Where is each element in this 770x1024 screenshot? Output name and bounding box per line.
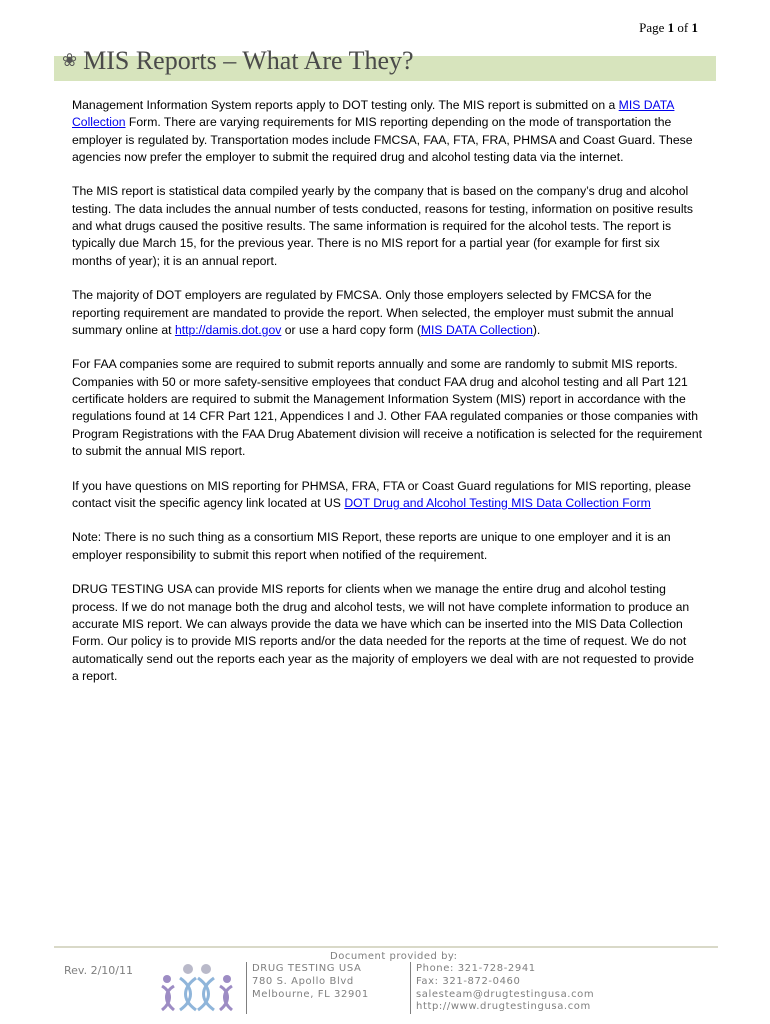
footer-separator bbox=[410, 962, 411, 1014]
company-name: DRUG TESTING USA bbox=[252, 963, 362, 974]
text-run: or use a hard copy form ( bbox=[281, 322, 421, 337]
mis-data-collection-link[interactable]: MIS DATA Collection bbox=[72, 98, 675, 130]
text-run: ). bbox=[532, 322, 541, 337]
paragraph-agency-questions bbox=[72, 478, 702, 513]
address-line-1: 780 S. Apollo Blvd bbox=[252, 975, 354, 987]
flourish-icon: ❀ bbox=[62, 50, 78, 70]
text-run: Management Information System reports apply to DOT testing only. The MIS report is submitted on a bbox=[72, 98, 619, 112]
paragraph-fmcsa bbox=[72, 287, 702, 339]
fax-number: Fax: 321-872-0460 bbox=[416, 975, 521, 987]
website-url[interactable]: http://www.drugtestingusa.com bbox=[416, 1001, 591, 1013]
page-title-text: MIS Reports – What Are They? bbox=[83, 46, 414, 75]
footer-caption: Document provided by: bbox=[330, 951, 458, 962]
page-total: 1 bbox=[691, 20, 698, 35]
footer-separator bbox=[246, 962, 247, 1014]
phone-number: Phone: 321-728-2941 bbox=[416, 963, 536, 974]
document-body bbox=[72, 97, 702, 702]
page-title bbox=[62, 46, 414, 76]
address-line-2: Melbourne, FL 32901 bbox=[252, 988, 369, 1000]
footer-contact-block bbox=[416, 963, 594, 1014]
page-number bbox=[639, 20, 698, 36]
text-run: If you have questions on MIS reporting for PHMSA, FRA, FTA or Coast Guard regulations for MIS reporting, please contact visit the specific agency link located at US bbox=[72, 478, 691, 510]
paragraph-note: Note: There is no such thing as a consortium MIS Report, these reports are unique to one employer and it is an employer responsibility to submit this report when notified of the requirement. bbox=[72, 530, 671, 562]
paragraph-statistical-data: The MIS report is statistical data compiled yearly by the company that is based on the company’s drug and alcohol testing. The data includes the annual number of tests conducted, reasons for testing, information on positive results and what drugs caused the positive results. The same information is required for the alcohol tests. The report is typically due March 15, for the previous year. There is no MIS report for a partial year (for example for first six months of year); it is an annual report. bbox=[72, 184, 694, 268]
text-run: The majority of DOT employers are regulated by FMCSA. Only those employers selected by FMCSA for the reporting requirement are mandated to provide the report. When selected, the employer must submit the annual summary online at bbox=[72, 288, 674, 337]
paragraph-mis-intro bbox=[72, 97, 702, 166]
footer-company-block bbox=[252, 963, 369, 1001]
page-label: Page bbox=[639, 20, 665, 35]
dot-mis-form-link[interactable]: DOT Drug and Alcohol Testing MIS Data Collection Form bbox=[344, 495, 651, 510]
text-run: Form. There are varying requirements for MIS reporting depending on the mode of transportation the employer is regulated by. Transportation modes include FMCSA, FAA, FTA, FRA, PHMSA and Coast Guard. These agencies now prefer the employer to submit the required drug and alcohol testing data via the internet. bbox=[72, 115, 693, 164]
paragraph-drug-testing-usa: DRUG TESTING USA can provide MIS reports for clients when we manage the entire drug and alcohol testing process. If we do not manage both the drug and alcohol tests, we will not have complete information to produce an accurate MIS report. We can always provide the data we have which can be inserted into the MIS Data Collection Form. Our policy is to provide MIS reports and/or the data needed for the reports at the time of request. We do not automatically send out the reports each year as the majority of employers we deal with are not requested to provide a report. bbox=[72, 582, 694, 683]
damis-link[interactable]: http://damis.dot.gov bbox=[174, 322, 282, 337]
page-current: 1 bbox=[667, 20, 675, 35]
mis-data-collection-form-link[interactable]: MIS DATA Collection bbox=[420, 322, 533, 337]
paragraph-faa: For FAA companies some are required to submit reports annually and some are randomly to submit MIS reports. Companies with 50 or more safety-sensitive employees that conduct FAA drug and alcohol testing and all Part 121 certificate holders are required to submit the Management Information System (MIS) report in accordance with the regulations found at 14 CFR Part 121, Appendices I and J. Other FAA regulated companies or those companies with Program Registrations with the FAA Drug Abatement division will receive a notification is selected for the requirement to submit the annual MIS report. bbox=[72, 357, 702, 458]
revision-date: Rev. 2/10/11 bbox=[64, 964, 133, 977]
email-address[interactable]: salesteam@drugtestingusa.com bbox=[416, 988, 595, 1000]
company-logo-icon bbox=[158, 962, 236, 1012]
footer-divider bbox=[54, 946, 718, 948]
page-of: of bbox=[677, 20, 689, 35]
